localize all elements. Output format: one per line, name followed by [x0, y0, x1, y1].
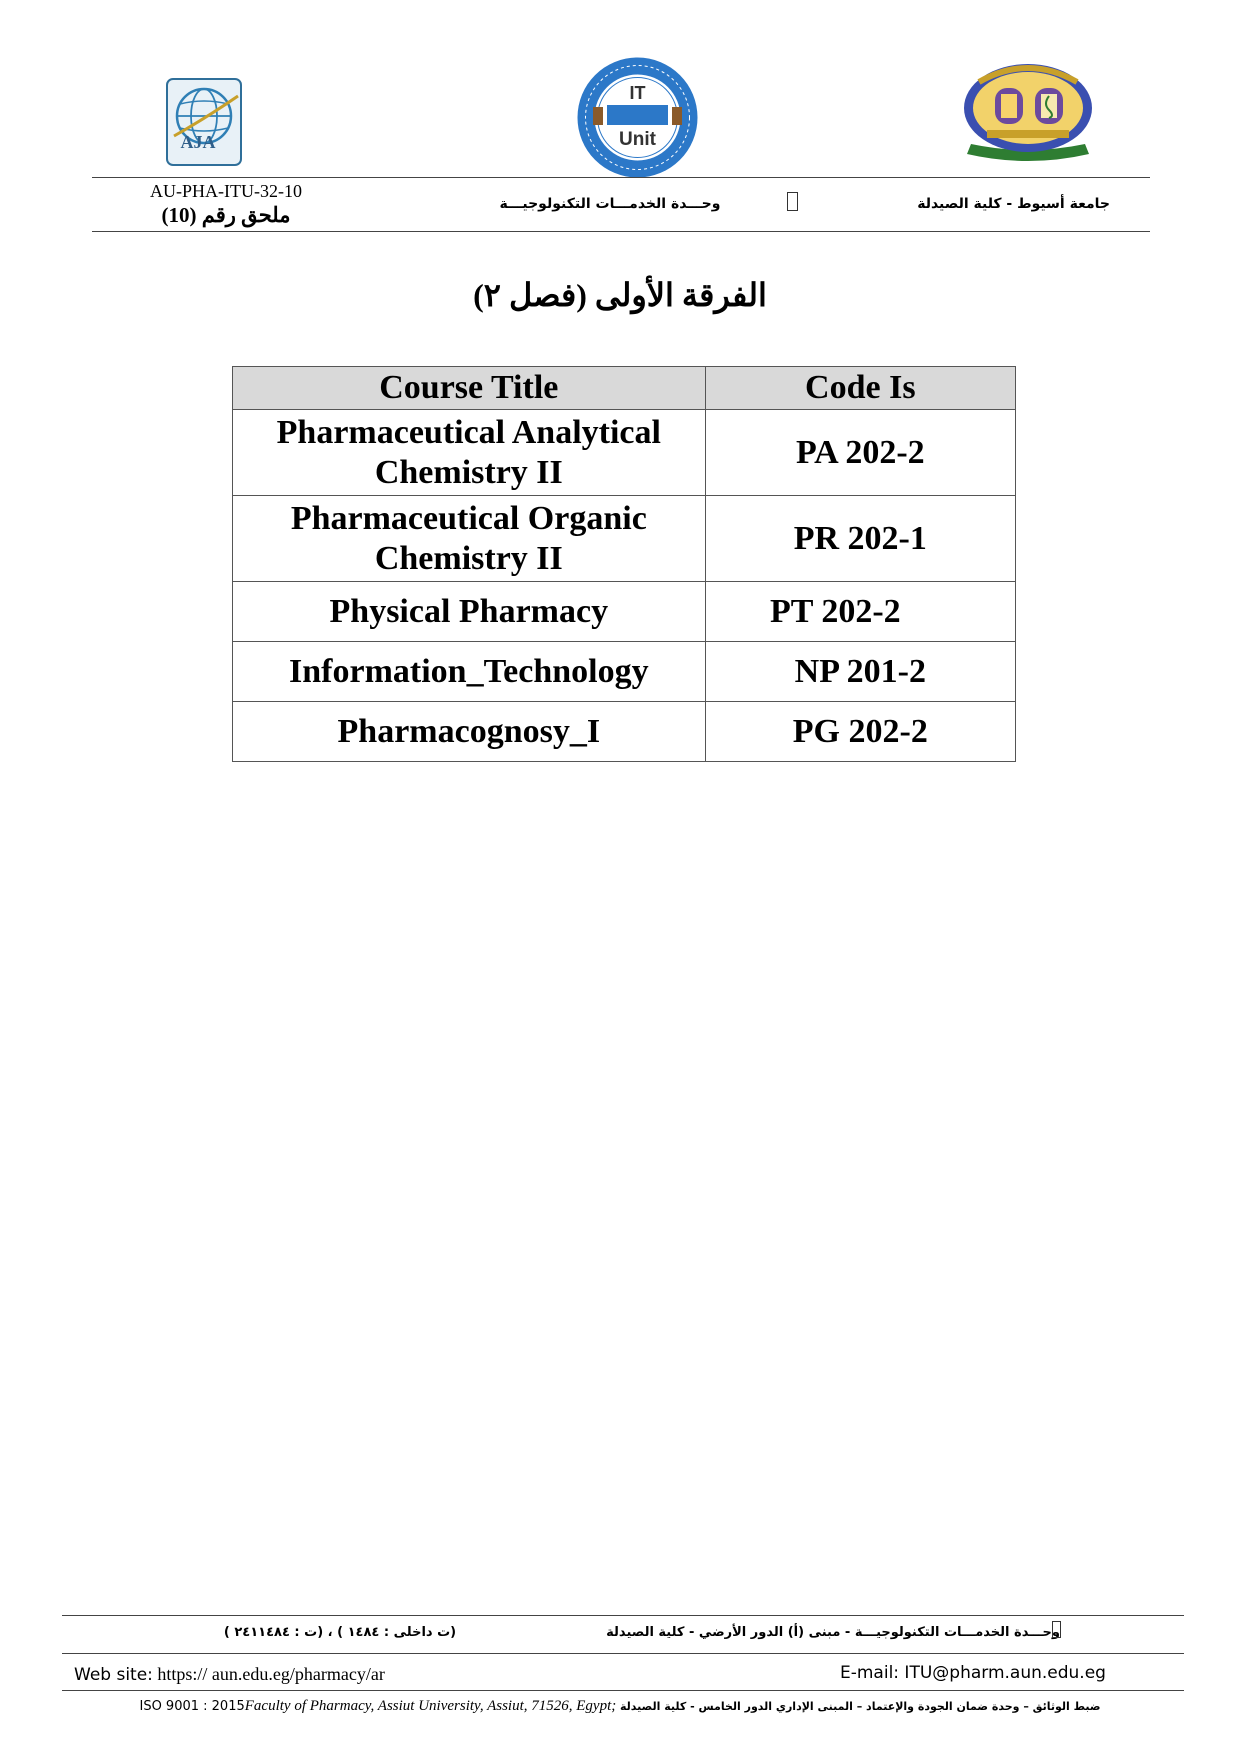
website-label: Web site:: [74, 1665, 153, 1685]
course-title-line: Pharmaceutical Organic: [290, 499, 647, 537]
header-top-rule: [92, 177, 1150, 178]
course-title-line: Chemistry II: [374, 453, 563, 491]
svg-text:IT: IT: [629, 83, 646, 103]
page-title: الفرقة الأولى (فصل ٢): [473, 277, 767, 313]
course-code-cell: PT 202-2: [705, 582, 1015, 642]
footer-email[interactable]: E-mail: ITU@pharm.aun.edu.eg: [840, 1663, 1106, 1683]
course-title-line: Chemistry II: [374, 539, 563, 577]
footer-rule-2: [62, 1653, 1184, 1654]
footer-rule-3: [62, 1690, 1184, 1691]
course-title-cell: Pharmacognosy_I: [233, 702, 706, 762]
footer-phone: (ت داخلى : ١٤٨٤ ) ، (ت : ٢٤١١٤٨٤ ): [223, 1625, 457, 1640]
header-bottom-rule: [92, 231, 1150, 232]
column-header-code: Code Is: [705, 367, 1015, 410]
table-row: [233, 410, 1016, 496]
footer-address: وحـــدة الخدمـــات التكنولوجيـــة - مبنى (أ) الدور الأرضي - كلية الصيدلة: [606, 1625, 1060, 1640]
unit-name: وحـــدة الخدمـــات التكنولوجيـــة: [499, 196, 721, 212]
table-row: [233, 642, 1016, 702]
course-code-cell: PG 202-2: [705, 702, 1015, 762]
faculty-address-en: Faculty of Pharmacy, Assiut University, Assiut, 71526, Egypt;: [244, 1698, 617, 1714]
missing-glyph-box: [1052, 1621, 1061, 1638]
university-name: جامعة أسيوط - كلية الصيدلة: [917, 196, 1110, 212]
course-title-cell: Physical Pharmacy: [233, 582, 706, 642]
footer-website: [74, 1664, 385, 1685]
aja-logo: [166, 78, 242, 166]
it-unit-logo: [575, 55, 700, 180]
course-code-cell: PA 202-2: [705, 410, 1015, 496]
course-title-cell: Information_Technology: [233, 642, 706, 702]
footer-rule-1: [62, 1615, 1184, 1616]
iso-standard: ISO 9001 : 2015: [139, 1699, 245, 1714]
missing-glyph-box: [787, 192, 798, 211]
course-title-cell: [233, 410, 706, 496]
table-row: [233, 496, 1016, 582]
course-code-cell: NP 201-2: [705, 642, 1015, 702]
table-row: [233, 702, 1016, 762]
website-link[interactable]: https:// aun.edu.eg/pharmacy/ar: [157, 1664, 385, 1684]
document-code: AU-PHA-ITU-32-10: [150, 181, 302, 201]
faculty-of-pharmacy-logo: [957, 58, 1099, 170]
document-control-ar: ضبط الوثائق – وحدة ضمان الجودة والإعتماد – المبنى الإداري الدور الخامس - كلية الصيدلة: [620, 1700, 1101, 1713]
course-title-cell: [233, 496, 706, 582]
course-code-cell: PR 202-1: [705, 496, 1015, 582]
footer-iso-line: [90, 1698, 1150, 1715]
table-row: [233, 582, 1016, 642]
svg-text:Unit: Unit: [619, 129, 656, 150]
annex-number: ملحق رقم (10): [161, 203, 291, 227]
svg-text:AJA: AJA: [180, 132, 216, 152]
table-header-row: [233, 367, 1016, 410]
course-title-line: Pharmaceutical Analytical: [276, 413, 661, 451]
course-table: [232, 366, 1016, 762]
column-header-course: Course Title: [233, 367, 706, 410]
